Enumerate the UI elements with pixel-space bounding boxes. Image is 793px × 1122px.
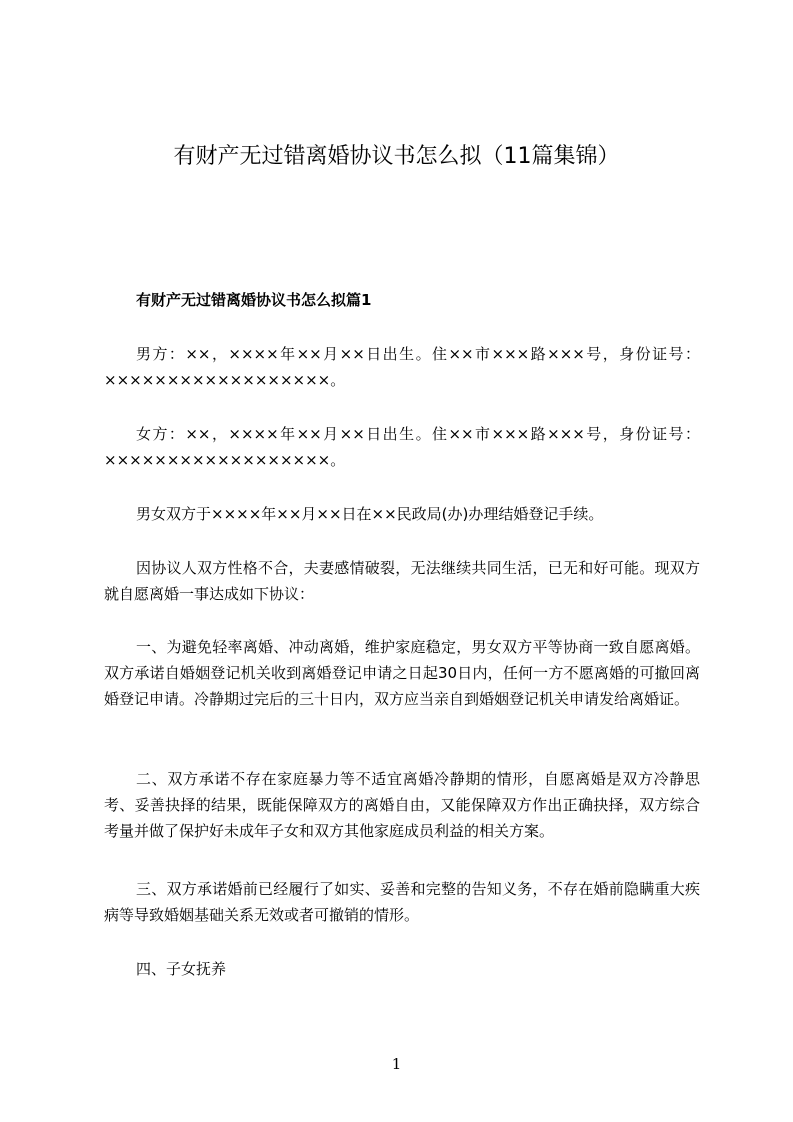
- page-number: 1: [391, 1055, 402, 1073]
- paragraph-clause-3: 三、双方承诺婚前已经履行了如实、妥善和完整的告知义务，不存在婚前隐瞒重大疾病等导致婚姻基础关系无效或者可撤销的情形。: [104, 880, 700, 924]
- paragraph-divorce-reason: 因协议人双方性格不合，夫妻感情破裂，无法继续共同生活，已无和好可能。现双方就自愿离婚一事达成如下协议：: [104, 559, 700, 603]
- paragraph-clause-2: 二、双方承诺不存在家庭暴力等不适宜离婚冷静期的情形，自愿离婚是双方冷静思考、妥善抉择的结果，既能保障双方的离婚自由，又能保障双方作出正确抉择，双方综合考量并做了保护好未成年子女和双方其他家庭成员利益的相关方案。: [104, 770, 700, 840]
- paragraph-wife-info: 女方：××，××××年××月××日出生。住××市×××路×××号，身份证号：××××××××××××××××××。: [104, 425, 700, 469]
- paragraph-clause-1: 一、为避免轻率离婚、冲动离婚，维护家庭稳定，男女双方平等协商一致自愿离婚。双方承诺自婚姻登记机关收到离婚登记申请之日起30日内，任何一方不愿离婚的可撤回离婚登记申请。冷静期过完后的三十日内，双方应当亲自到婚姻登记机关申请发给离婚证。: [104, 638, 700, 708]
- paragraph-marriage-registration: 男女双方于××××年××月××日在××民政局(办)办理结婚登记手续。: [136, 505, 604, 523]
- section-heading: 有财产无过错离婚协议书怎么拟篇1: [136, 291, 372, 309]
- document-title: 有财产无过错离婚协议书怎么拟（11篇集锦）: [173, 144, 620, 169]
- paragraph-clause-4-heading: 四、子女抚养: [136, 960, 227, 978]
- paragraph-husband-info: 男方：××，××××年××月××日出生。住××市×××路×××号，身份证号：××××××××××××××××××。: [104, 345, 700, 389]
